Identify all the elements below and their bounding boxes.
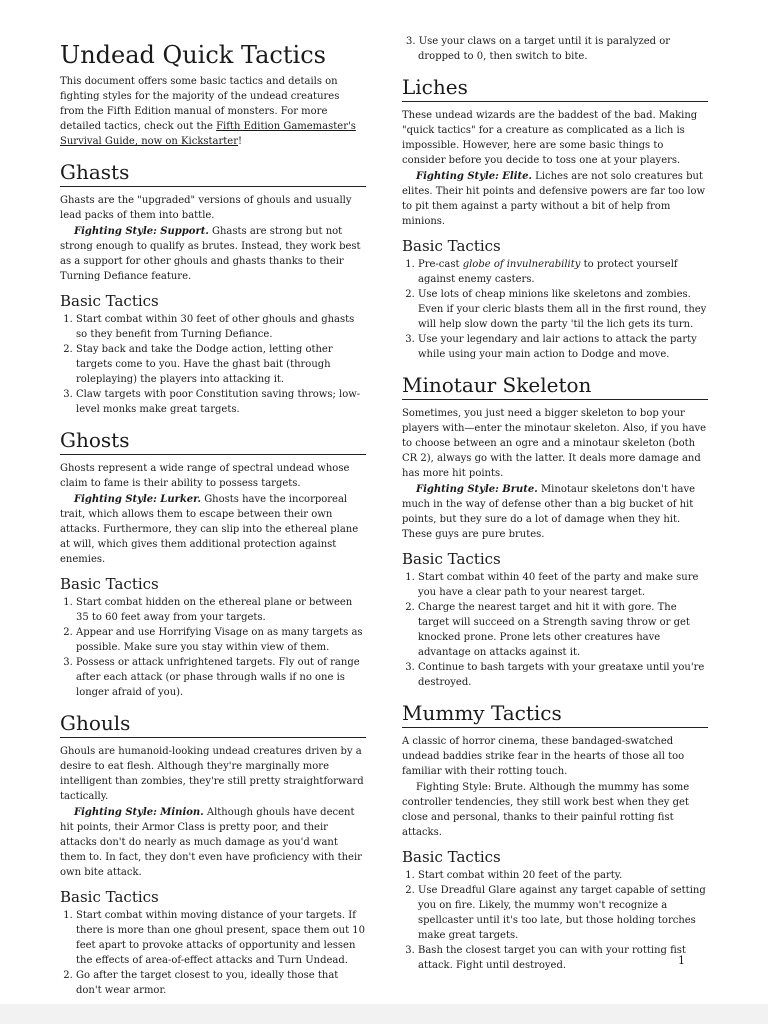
minotaur-style-lead: Fighting Style: Brute. (416, 484, 538, 495)
mummy-fighting-style: Fighting Style: Brute. Although the mummy has some controller tendencies, they still work best when they get close and personal, thanks to their painful rotting fist attacks. (402, 782, 690, 838)
mummy-intro: A classic of horror cinema, these bandaged-swatched undead baddies strike fear in the hearts of those all too familiar with their rotting touch. (402, 736, 685, 777)
list-item: 3. Possess or attack unfrightened targets. Fly out of range after each attack (or phase through walls if no one is longer afraid of you). (76, 655, 366, 700)
document-title: Undead Quick Tactics (60, 41, 326, 69)
list-item: 1. Start combat hidden on the ethereal plane or between 35 to 60 feet away from your targets. (76, 595, 366, 625)
list-item: 2. Stay back and take the Dodge action, letting other targets come to you. Have the ghast bait (through roleplaying) the players into attacking it. (76, 342, 366, 387)
page-bottom-edge (0, 1004, 768, 1024)
minotaur-style-text: Minotaur skeletons don't have much in the way of defense other than a big bucket of hit points, but they sure do a lot of damage when they hit. These guys are pure brutes. (402, 484, 696, 540)
list-item (418, 257, 708, 287)
list-item: 1. Start combat within 40 feet of the party and make sure you have a clear path to your nearest target. (418, 570, 708, 600)
list-item: 2. Use lots of cheap minions like skeletons and zombies. Even if your cleric blasts them all in the first round, they will help slow down the party 'til the lich gets its turn. (418, 287, 708, 332)
ghasts-intro: Ghasts are the "upgraded" versions of ghouls and usually lead packs of them into battle. (60, 195, 352, 221)
ghosts-intro: Ghosts represent a wide range of spectral undead whose claim to fame is their ability to possess targets. (60, 463, 350, 489)
spell-name: globe of invulnerability (462, 259, 581, 270)
mummy-tactics-list (402, 868, 708, 973)
liches-style-text: Liches are not solo creatures but elites. Their hit points and defensive powers are far too low to pit them against a party without a bit of help from minions. (402, 171, 706, 227)
liches-tactics-list (402, 257, 708, 362)
ghouls-fighting-style (60, 805, 366, 880)
list-item: 1. Start combat within moving distance of your targets. If there is more than one ghoul present, space them out 10 feet apart to provoke attacks of opportunity and lessen the effects of area-of-effect attacks and Turn Undead. (76, 908, 366, 968)
intro-end: ! (238, 136, 243, 147)
ghasts-tactics-list (60, 312, 366, 417)
ghouls-tactics-continued (402, 34, 708, 64)
list-item: 1. Start combat within 20 feet of the party. (418, 868, 708, 883)
ghosts-heading: Ghosts (60, 427, 366, 455)
minotaur-heading: Minotaur Skeleton (402, 372, 708, 400)
ghosts-style-text: Ghosts have the incorporeal trait, which allows them to escape between their own attacks. Furthermore, they can slip into the ethereal plane at will, which gives them additional protection against enemies. (60, 494, 359, 565)
tactic-text: Pre-cast (418, 259, 463, 270)
ghosts-tactics-heading: Basic Tactics (60, 575, 159, 593)
ghasts-style-lead: Fighting Style: Support. (74, 226, 209, 237)
ghasts-heading: Ghasts (60, 159, 366, 187)
minotaur-tactics-list (402, 570, 708, 690)
ghosts-tactics-list (60, 595, 366, 700)
right-column (402, 34, 708, 975)
minotaur-tactics-heading: Basic Tactics (402, 550, 501, 568)
ghasts-tactics-heading: Basic Tactics (60, 292, 159, 310)
intro-paragraph (60, 74, 366, 149)
minotaur-intro: Sometimes, you just need a bigger skeleton to bop your players with—enter the minotaur skeleton. Also, if you have to choose between an ogre and a minotaur skeleton (both CR 2), always go with the latter. It deals more damage and has more hit points. (402, 408, 707, 479)
ghosts-style-lead: Fighting Style: Lurker. (74, 494, 202, 505)
ghouls-tactics-list (60, 908, 366, 998)
list-item: 1. Start combat within 30 feet of other ghouls and ghasts so they benefit from Turning Defiance. (76, 312, 366, 342)
liches-fighting-style (402, 169, 708, 229)
kickstarter-link[interactable]: Fifth Edition Gamemaster's Survival Guide, now on Kickstarter (60, 121, 356, 147)
ghouls-tactics-heading: Basic Tactics (60, 888, 159, 906)
list-item: 3. Use your legendary and lair actions to attack the party while using your main action to Dodge and move. (418, 332, 708, 362)
intro-text: This document offers some basic tactics and details on fighting styles for the majority of the undead creatures from the Fifth Edition manual of monsters. For more detailed tactics, check out the (60, 76, 340, 132)
liches-intro: These undead wizards are the baddest of the bad. Making "quick tactics" for a creature as complicated as a lich is impossible. However, here are some basic things to consider before you decide to toss one at your players. (402, 110, 698, 166)
ghouls-heading: Ghouls (60, 710, 366, 738)
list-item: 2. Charge the nearest target and hit it with gore. The target will succeed on a Strength saving throw or get knocked prone. Prone lets other creatures have advantage on attacks against it. (418, 600, 708, 660)
page-number: 1 (678, 954, 685, 967)
ghouls-style-text: Although ghouls have decent hit points, their Armor Class is pretty poor, and their attacks don't do nearly as much damage as you'd want them to. In fact, they don't even have proficiency with their own bite attack. (60, 807, 362, 878)
list-item: 3. Bash the closest target you can with your rotting fist attack. Fight until destroyed. (418, 943, 708, 973)
tactic-text: to protect yourself against enemy casters. (418, 259, 678, 285)
mummy-heading: Mummy Tactics (402, 700, 708, 728)
list-item: 2. Appear and use Horrifying Visage on as many targets as possible. Make sure you stay within view of them. (76, 625, 366, 655)
liches-style-lead: Fighting Style: Elite. (416, 171, 532, 182)
ghosts-fighting-style (60, 492, 366, 567)
list-item: 2. Go after the target closest to you, ideally those that don't wear armor. (76, 968, 366, 998)
liches-heading: Liches (402, 74, 708, 102)
list-item: 3. Continue to bash targets with your greataxe until you're destroyed. (418, 660, 708, 690)
mummy-tactics-heading: Basic Tactics (402, 848, 501, 866)
ghouls-style-lead: Fighting Style: Minion. (74, 807, 204, 818)
minotaur-fighting-style (402, 482, 708, 542)
liches-tactics-heading: Basic Tactics (402, 237, 501, 255)
ghouls-intro: Ghouls are humanoid-looking undead creatures driven by a desire to eat flesh. Although they're marginally more intelligent than zombies, they're still pretty straightforward tactically. (60, 746, 364, 802)
left-column (60, 34, 366, 1000)
list-item: 2. Use Dreadful Glare against any target capable of setting you on fire. Likely, the mummy won't recognize a spellcaster until it's too late, but those holding torches make great targets. (418, 883, 708, 943)
ghasts-style-text: Ghasts are strong but not strong enough to qualify as brutes. Instead, they work best as a support for other ghouls and ghasts thanks to their Turning Defiance feature. (60, 226, 361, 282)
list-item: 3. Claw targets with poor Constitution saving throws; low-level monks make great targets. (76, 387, 366, 417)
list-item: 3. Use your claws on a target until it is paralyzed or dropped to 0, then switch to bite. (406, 36, 671, 62)
ghasts-fighting-style (60, 224, 366, 284)
